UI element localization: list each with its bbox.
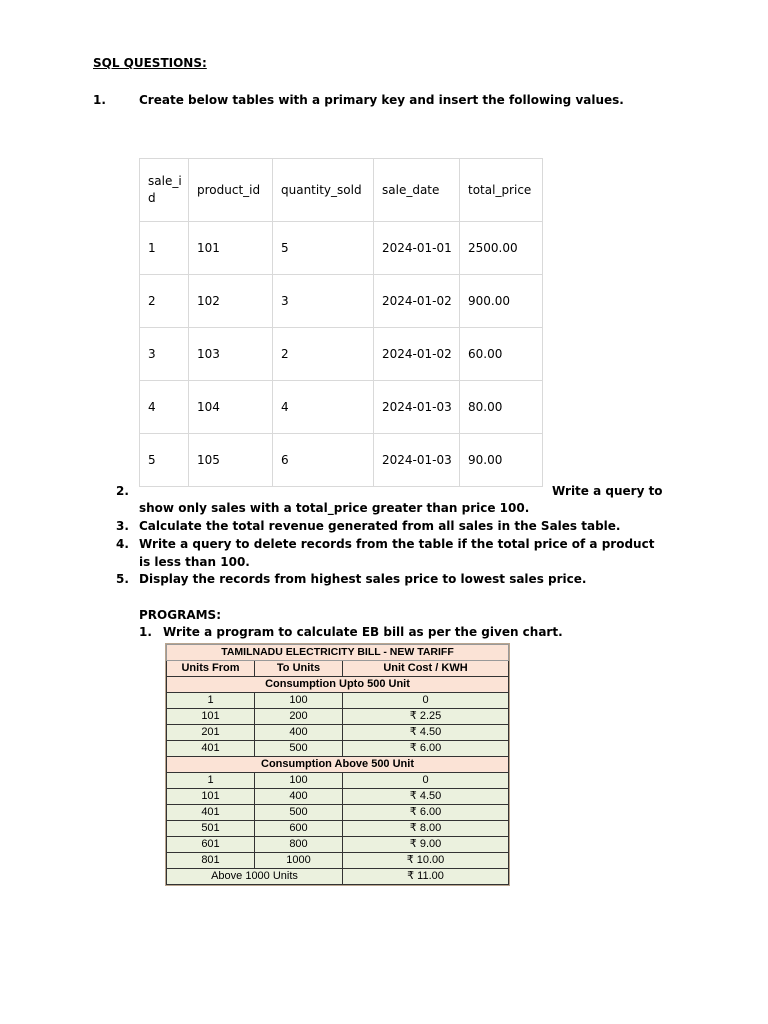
table-cell: 5 <box>140 434 189 487</box>
eb-cell: 1 <box>167 693 255 709</box>
eb-cell: 500 <box>255 741 343 757</box>
table-cell: 105 <box>189 434 273 487</box>
table-cell: 2 <box>273 328 374 381</box>
table-cell: 104 <box>189 381 273 434</box>
page-heading: SQL QUESTIONS: <box>93 56 207 70</box>
eb-cell: 401 <box>167 741 255 757</box>
header-cell: sale_i d <box>140 159 189 222</box>
sales-table <box>139 158 543 487</box>
table-cell: 3 <box>140 328 189 381</box>
question-3-text: Calculate the total revenue generated from all sales in the Sales table. <box>139 519 621 533</box>
eb-cell: ₹ 9.00 <box>343 837 509 853</box>
sales-table-header-row <box>140 159 543 222</box>
eb-cell: 0 <box>343 693 509 709</box>
table-cell: 2024-01-01 <box>374 222 460 275</box>
header-cell: quantity_sold <box>273 159 374 222</box>
table-row <box>140 275 543 328</box>
table-row <box>140 222 543 275</box>
eb-cell: ₹ 4.50 <box>343 789 509 805</box>
table-cell: 900.00 <box>460 275 543 328</box>
table-cell: 4 <box>273 381 374 434</box>
eb-section-label: Consumption Upto 500 Unit <box>167 677 509 693</box>
table-cell: 2024-01-03 <box>374 381 460 434</box>
table-cell: 60.00 <box>460 328 543 381</box>
question-4-text: Write a query to delete records from the table if the total price of a product is less than 100. <box>139 537 655 569</box>
eb-cell: 100 <box>255 773 343 789</box>
eb-cell: 400 <box>255 789 343 805</box>
header-cell: product_id <box>189 159 273 222</box>
table-cell: 80.00 <box>460 381 543 434</box>
question-2-text-continued: show only sales with a total_price greater than price 100. <box>139 501 530 515</box>
table-cell: 103 <box>189 328 273 381</box>
eb-cell: Above 1000 Units <box>167 869 343 885</box>
eb-section-label: Consumption Above 500 Unit <box>167 757 509 773</box>
eb-cell: 400 <box>255 725 343 741</box>
eb-cell: ₹ 11.00 <box>343 869 509 885</box>
eb-cell: 801 <box>167 853 255 869</box>
table-cell: 2024-01-02 <box>374 328 460 381</box>
table-cell: 90.00 <box>460 434 543 487</box>
eb-cell: 201 <box>167 725 255 741</box>
table-cell: 5 <box>273 222 374 275</box>
table-row <box>140 328 543 381</box>
eb-cell: 500 <box>255 805 343 821</box>
question-2-number: 2. <box>116 484 129 498</box>
eb-header-cell: To Units <box>255 661 343 677</box>
table-cell: 1 <box>140 222 189 275</box>
eb-cell: 401 <box>167 805 255 821</box>
eb-cell: 1000 <box>255 853 343 869</box>
eb-cell: 200 <box>255 709 343 725</box>
header-cell: sale_date <box>374 159 460 222</box>
eb-cell: 800 <box>255 837 343 853</box>
programs-heading: PROGRAMS: <box>139 608 221 622</box>
eb-cell: ₹ 8.00 <box>343 821 509 837</box>
program-1-number: 1. <box>139 625 152 639</box>
program-1-text: Write a program to calculate EB bill as per the given chart. <box>163 625 563 639</box>
eb-cell: ₹ 6.00 <box>343 805 509 821</box>
table-cell: 2024-01-03 <box>374 434 460 487</box>
eb-header-cell: Units From <box>167 661 255 677</box>
table-cell: 6 <box>273 434 374 487</box>
table-cell: 4 <box>140 381 189 434</box>
question-5-number: 5. <box>116 572 129 586</box>
eb-cell: 601 <box>167 837 255 853</box>
table-cell: 102 <box>189 275 273 328</box>
eb-cell: 600 <box>255 821 343 837</box>
eb-header-cell: Unit Cost / KWH <box>343 661 509 677</box>
eb-cell: 0 <box>343 773 509 789</box>
eb-cell: 501 <box>167 821 255 837</box>
eb-cell: 100 <box>255 693 343 709</box>
table-cell: 3 <box>273 275 374 328</box>
table-cell: 2024-01-02 <box>374 275 460 328</box>
eb-cell: 101 <box>167 789 255 805</box>
table-cell: 101 <box>189 222 273 275</box>
question-3-number: 3. <box>116 519 129 533</box>
question-1-text: Create below tables with a primary key and insert the following values. <box>139 93 624 107</box>
eb-tariff-chart <box>165 643 510 886</box>
eb-cell: ₹ 6.00 <box>343 741 509 757</box>
table-row <box>140 434 543 487</box>
question-5-text: Display the records from highest sales price to lowest sales price. <box>139 572 587 586</box>
question-2-text-start: Write a query to <box>552 484 663 498</box>
eb-cell: ₹ 2.25 <box>343 709 509 725</box>
table-cell: 2500.00 <box>460 222 543 275</box>
question-4-number: 4. <box>116 537 129 551</box>
eb-cell: ₹ 4.50 <box>343 725 509 741</box>
question-1-number: 1. <box>93 93 106 107</box>
table-row <box>140 381 543 434</box>
header-cell: total_price <box>460 159 543 222</box>
table-cell: 2 <box>140 275 189 328</box>
eb-chart-title: TAMILNADU ELECTRICITY BILL - NEW TARIFF <box>167 645 509 661</box>
eb-cell: ₹ 10.00 <box>343 853 509 869</box>
eb-cell: 1 <box>167 773 255 789</box>
eb-cell: 101 <box>167 709 255 725</box>
